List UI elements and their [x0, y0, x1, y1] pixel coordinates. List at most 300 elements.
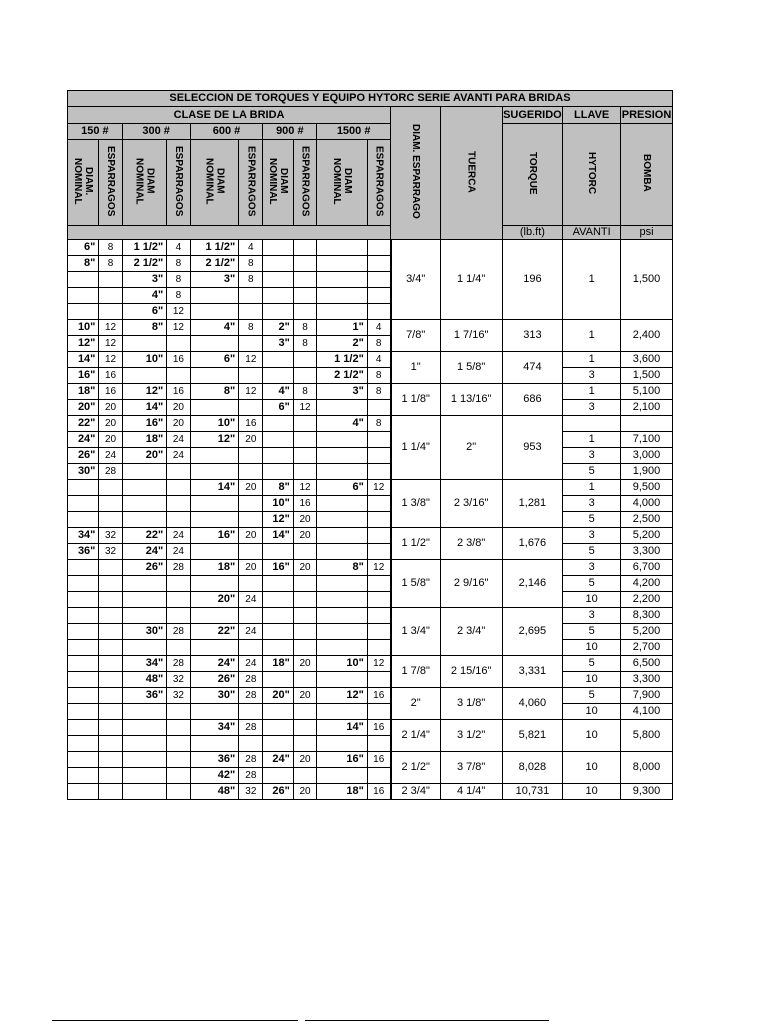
- llave-cell: 10: [563, 720, 621, 752]
- torque-cell: 1,676: [502, 528, 563, 560]
- diam-nominal-cell: [68, 736, 99, 752]
- esparragos-cell: [99, 768, 122, 784]
- esparragos-cell: 4: [367, 352, 390, 368]
- diam-nominal-cell: [317, 240, 368, 256]
- diam-nominal-cell: [190, 400, 239, 416]
- torque-cell: 953: [502, 416, 563, 480]
- diam-nominal-cell: 10": [68, 320, 99, 336]
- esparragos-cell: [99, 608, 122, 624]
- esparragos-cell: 32: [167, 672, 190, 688]
- diam-nominal-cell: [263, 288, 293, 304]
- diam-nominal-cell: [263, 576, 293, 592]
- esparragos-cell: 8: [167, 272, 190, 288]
- esparragos-cell: [99, 752, 122, 768]
- diam-nominal-cell: 24": [263, 752, 293, 768]
- diam-nominal-cell: [68, 576, 99, 592]
- esparragos-cell: [293, 768, 316, 784]
- diam-nominal-cell: [122, 368, 167, 384]
- header-diam-nominal-600: DIAM NOMINAL: [190, 140, 239, 226]
- diam-nominal-cell: 26": [122, 560, 167, 576]
- header-esparragos-300: ESPARRAGOS: [167, 140, 190, 226]
- llave-cell: 1: [563, 240, 621, 320]
- header-diam-nominal-300: DIAM NOMINAL: [122, 140, 167, 226]
- tuerca-cell: 2": [440, 416, 502, 480]
- table-row: [68, 592, 673, 608]
- presion-cell: 5,200: [621, 528, 673, 544]
- esparragos-cell: [99, 304, 122, 320]
- diam-nominal-cell: 34": [68, 528, 99, 544]
- diam-nominal-cell: 30": [190, 688, 239, 704]
- table-row: [68, 320, 673, 336]
- diam-nominal-cell: 26": [263, 784, 293, 800]
- esparragos-cell: 16: [99, 368, 122, 384]
- presion-cell: 2,500: [621, 512, 673, 528]
- esparragos-cell: [367, 448, 390, 464]
- diam-nominal-cell: [68, 688, 99, 704]
- esparragos-cell: [367, 256, 390, 272]
- esparragos-cell: 12: [99, 320, 122, 336]
- tuerca-cell: 2 3/4": [440, 608, 502, 656]
- diam-nominal-cell: [317, 288, 368, 304]
- torque-cell: 5,821: [502, 720, 563, 752]
- diam-nominal-cell: [190, 464, 239, 480]
- diam-esparrago-cell: 1 3/4": [391, 608, 441, 656]
- diam-esparrago-cell: 7/8": [391, 320, 441, 352]
- esparragos-cell: 28: [167, 656, 190, 672]
- esparragos-cell: 8: [239, 272, 263, 288]
- presion-cell: 9,300: [621, 784, 673, 800]
- table-row: [68, 384, 673, 400]
- esparragos-cell: [293, 416, 316, 432]
- esparragos-cell: [99, 576, 122, 592]
- llave-cell: 5: [563, 512, 621, 528]
- diam-nominal-cell: [263, 608, 293, 624]
- torque-cell: 1,281: [502, 480, 563, 528]
- diam-nominal-cell: [263, 640, 293, 656]
- diam-nominal-cell: 4": [317, 416, 368, 432]
- header-diam-nominal-1500: DIAM NOMINAL: [317, 140, 368, 226]
- diam-nominal-cell: [263, 448, 293, 464]
- diam-nominal-cell: [317, 736, 368, 752]
- torque-cell: 686: [502, 384, 563, 416]
- diam-esparrago-cell: 1 1/8": [391, 384, 441, 416]
- diam-nominal-cell: [317, 640, 368, 656]
- presion-cell: 2,200: [621, 592, 673, 608]
- header-diam-nominal-150: DIAM. NOMINAL: [68, 140, 99, 226]
- esparragos-cell: [167, 592, 190, 608]
- esparragos-cell: [167, 720, 190, 736]
- diam-nominal-cell: [317, 496, 368, 512]
- diam-nominal-cell: [263, 464, 293, 480]
- esparragos-cell: 8: [167, 288, 190, 304]
- llave-cell: 5: [563, 656, 621, 672]
- diam-nominal-cell: 3": [317, 384, 368, 400]
- table-row: [68, 544, 673, 560]
- esparragos-cell: 8: [239, 320, 263, 336]
- llave-cell: 3: [563, 528, 621, 544]
- diam-nominal-cell: 20": [190, 592, 239, 608]
- esparragos-cell: [167, 736, 190, 752]
- esparragos-cell: 24: [99, 448, 122, 464]
- esparragos-cell: 20: [293, 512, 316, 528]
- diam-nominal-cell: 8": [190, 384, 239, 400]
- llave-cell: 3: [563, 608, 621, 624]
- diam-nominal-cell: [68, 288, 99, 304]
- esparragos-cell: 32: [239, 784, 263, 800]
- esparragos-cell: 20: [167, 416, 190, 432]
- diam-nominal-cell: 12": [263, 512, 293, 528]
- diam-nominal-cell: 18": [122, 432, 167, 448]
- esparragos-cell: 16: [367, 784, 390, 800]
- llave-cell: 1: [563, 320, 621, 352]
- esparragos-cell: [239, 304, 263, 320]
- esparragos-cell: 8: [367, 416, 390, 432]
- llave-cell: 10: [563, 640, 621, 656]
- diam-esparrago-cell: 2 1/4": [391, 720, 441, 752]
- diam-nominal-cell: 3": [190, 272, 239, 288]
- esparragos-cell: 28: [239, 768, 263, 784]
- esparragos-cell: 12: [293, 480, 316, 496]
- tuerca-cell: 1 7/16": [440, 320, 502, 352]
- diam-nominal-cell: [68, 784, 99, 800]
- esparragos-cell: [367, 592, 390, 608]
- diam-nominal-cell: [263, 592, 293, 608]
- diam-nominal-cell: 4": [263, 384, 293, 400]
- diam-nominal-cell: 18": [68, 384, 99, 400]
- esparragos-cell: [99, 272, 122, 288]
- esparragos-cell: [367, 288, 390, 304]
- diam-nominal-cell: [263, 768, 293, 784]
- esparragos-cell: 28: [239, 688, 263, 704]
- diam-nominal-cell: [317, 624, 368, 640]
- diam-nominal-cell: 3": [263, 336, 293, 352]
- llave-cell: 3: [563, 400, 621, 416]
- esparragos-cell: [293, 288, 316, 304]
- esparragos-cell: 20: [239, 432, 263, 448]
- esparragos-cell: [167, 464, 190, 480]
- diam-nominal-cell: 36": [122, 688, 167, 704]
- presion-cell: 4,100: [621, 704, 673, 720]
- esparragos-cell: [367, 496, 390, 512]
- tuerca-cell: 2 15/16": [440, 656, 502, 688]
- diam-nominal-cell: 12": [317, 688, 368, 704]
- class-900: 900 #: [263, 124, 317, 140]
- table-row: [68, 416, 673, 432]
- esparragos-cell: 12: [239, 352, 263, 368]
- table-row: [68, 480, 673, 496]
- presion-cell: 3,600: [621, 352, 673, 368]
- presion-cell: 5,200: [621, 624, 673, 640]
- diam-nominal-cell: [190, 704, 239, 720]
- diam-nominal-cell: 36": [190, 752, 239, 768]
- llave-cell: 5: [563, 576, 621, 592]
- diam-nominal-cell: [68, 304, 99, 320]
- diam-nominal-cell: [263, 624, 293, 640]
- esparragos-cell: [167, 576, 190, 592]
- esparragos-cell: [167, 336, 190, 352]
- diam-nominal-cell: 1": [317, 320, 368, 336]
- diam-nominal-cell: [122, 512, 167, 528]
- diam-nominal-cell: [122, 592, 167, 608]
- esparragos-cell: [367, 272, 390, 288]
- presion-cell: 6,700: [621, 560, 673, 576]
- table-row: [68, 352, 673, 368]
- esparragos-cell: [99, 592, 122, 608]
- diam-nominal-cell: 6": [263, 400, 293, 416]
- diam-esparrago-cell: 1 5/8": [391, 560, 441, 608]
- esparragos-cell: 16: [367, 720, 390, 736]
- diam-nominal-cell: [68, 496, 99, 512]
- esparragos-cell: [239, 400, 263, 416]
- esparragos-cell: [367, 400, 390, 416]
- header-bomba: BOMBA: [621, 124, 673, 226]
- esparragos-cell: [99, 512, 122, 528]
- esparragos-cell: 20: [293, 560, 316, 576]
- esparragos-cell: [293, 736, 316, 752]
- presion-cell: 7,100: [621, 432, 673, 448]
- diam-nominal-cell: 22": [68, 416, 99, 432]
- table-row: [68, 240, 673, 256]
- table-row: [68, 784, 673, 800]
- presion-cell: 6,500: [621, 656, 673, 672]
- presion-cell: 2,700: [621, 640, 673, 656]
- diam-nominal-cell: 8": [122, 320, 167, 336]
- header-esparragos-1500: ESPARRAGOS: [367, 140, 390, 226]
- esparragos-cell: 8: [293, 384, 316, 400]
- torque-cell: 313: [502, 320, 563, 352]
- torque-cell: 10,731: [502, 784, 563, 800]
- diam-nominal-cell: [317, 464, 368, 480]
- diam-nominal-cell: [122, 720, 167, 736]
- diam-esparrago-cell: 1 3/8": [391, 480, 441, 528]
- esparragos-cell: [293, 624, 316, 640]
- diam-nominal-cell: [190, 336, 239, 352]
- esparragos-cell: 8: [367, 384, 390, 400]
- esparragos-cell: [99, 288, 122, 304]
- diam-nominal-cell: [263, 544, 293, 560]
- esparragos-cell: [167, 608, 190, 624]
- diam-nominal-cell: 20": [263, 688, 293, 704]
- esparragos-cell: 20: [293, 688, 316, 704]
- esparragos-cell: 24: [239, 592, 263, 608]
- diam-nominal-cell: [122, 640, 167, 656]
- table-row: [68, 640, 673, 656]
- diam-nominal-cell: 8": [263, 480, 293, 496]
- esparragos-cell: 32: [167, 688, 190, 704]
- esparragos-cell: [99, 704, 122, 720]
- diam-nominal-cell: [263, 736, 293, 752]
- diam-nominal-cell: 6": [317, 480, 368, 496]
- esparragos-cell: 12: [167, 304, 190, 320]
- esparragos-cell: 8: [367, 336, 390, 352]
- torque-cell: 3,331: [502, 656, 563, 688]
- diam-nominal-cell: [263, 240, 293, 256]
- diam-nominal-cell: 24": [68, 432, 99, 448]
- esparragos-cell: [293, 304, 316, 320]
- llave-cell: [563, 416, 621, 432]
- diam-nominal-cell: 24": [122, 544, 167, 560]
- esparragos-cell: 24: [167, 432, 190, 448]
- diam-nominal-cell: [122, 576, 167, 592]
- esparragos-cell: [367, 736, 390, 752]
- esparragos-cell: 8: [99, 256, 122, 272]
- esparragos-cell: [293, 672, 316, 688]
- esparragos-cell: [99, 624, 122, 640]
- diam-nominal-cell: 16": [263, 560, 293, 576]
- tuerca-cell: 1 13/16": [440, 384, 502, 416]
- diam-nominal-cell: [190, 288, 239, 304]
- esparragos-cell: 16: [367, 688, 390, 704]
- torque-cell: 8,028: [502, 752, 563, 784]
- esparragos-cell: [293, 432, 316, 448]
- diam-nominal-cell: [317, 576, 368, 592]
- esparragos-cell: 8: [99, 240, 122, 256]
- esparragos-cell: 16: [239, 416, 263, 432]
- esparragos-cell: 20: [239, 480, 263, 496]
- presion-cell: 1,500: [621, 240, 673, 320]
- table-row: [68, 608, 673, 624]
- esparragos-cell: [239, 448, 263, 464]
- esparragos-cell: 28: [99, 464, 122, 480]
- diam-esparrago-cell: 3/4": [391, 240, 441, 320]
- table-title: SELECCION DE TORQUES Y EQUIPO HYTORC SERIE AVANTI PARA BRIDAS: [68, 91, 673, 107]
- table-row: [68, 512, 673, 528]
- esparragos-cell: [99, 480, 122, 496]
- diam-nominal-cell: [122, 752, 167, 768]
- esparragos-cell: [367, 512, 390, 528]
- header-esparragos-600: ESPARRAGOS: [239, 140, 263, 226]
- diam-nominal-cell: [122, 704, 167, 720]
- esparragos-cell: [167, 480, 190, 496]
- diam-nominal-cell: [122, 480, 167, 496]
- torque-cell: 2,146: [502, 560, 563, 608]
- esparragos-cell: [167, 768, 190, 784]
- esparragos-cell: [99, 640, 122, 656]
- table-row: [68, 720, 673, 736]
- esparragos-cell: [99, 560, 122, 576]
- diam-nominal-cell: [190, 576, 239, 592]
- diam-nominal-cell: 48": [122, 672, 167, 688]
- header-torque: TORQUE: [502, 124, 563, 226]
- presion-cell: 3,300: [621, 672, 673, 688]
- diam-nominal-cell: 48": [190, 784, 239, 800]
- esparragos-cell: [239, 736, 263, 752]
- class-1500: 1500 #: [317, 124, 391, 140]
- esparragos-cell: 12: [367, 656, 390, 672]
- header-llave: LLAVE: [563, 107, 621, 124]
- diam-nominal-cell: [68, 704, 99, 720]
- esparragos-cell: 24: [239, 624, 263, 640]
- esparragos-cell: 4: [239, 240, 263, 256]
- diam-nominal-cell: 16": [317, 752, 368, 768]
- header-presion: PRESION: [621, 107, 673, 124]
- diam-nominal-cell: 10": [317, 656, 368, 672]
- esparragos-cell: 20: [293, 752, 316, 768]
- esparragos-cell: [293, 720, 316, 736]
- esparragos-cell: [99, 688, 122, 704]
- esparragos-cell: 20: [239, 560, 263, 576]
- diam-nominal-cell: [263, 272, 293, 288]
- diam-nominal-cell: [317, 544, 368, 560]
- esparragos-cell: 20: [293, 784, 316, 800]
- signature-line-left: [52, 1020, 298, 1021]
- torque-cell: 196: [502, 240, 563, 320]
- diam-nominal-cell: [263, 304, 293, 320]
- diam-nominal-cell: 10": [263, 496, 293, 512]
- diam-nominal-cell: [122, 496, 167, 512]
- llave-cell: 5: [563, 624, 621, 640]
- esparragos-cell: 16: [167, 352, 190, 368]
- presion-cell: 9,500: [621, 480, 673, 496]
- signature-line-right: [305, 1020, 549, 1021]
- diam-nominal-cell: 42": [190, 768, 239, 784]
- diam-nominal-cell: [190, 448, 239, 464]
- diam-nominal-cell: [68, 672, 99, 688]
- presion-cell: 4,000: [621, 496, 673, 512]
- tuerca-cell: 4 1/4": [440, 784, 502, 800]
- presion-cell: 3,000: [621, 448, 673, 464]
- esparragos-cell: [239, 368, 263, 384]
- esparragos-cell: [367, 464, 390, 480]
- llave-cell: 5: [563, 464, 621, 480]
- diam-nominal-cell: [122, 608, 167, 624]
- diam-nominal-cell: 14": [263, 528, 293, 544]
- diam-nominal-cell: [68, 752, 99, 768]
- esparragos-cell: [293, 256, 316, 272]
- esparragos-cell: [293, 448, 316, 464]
- diam-nominal-cell: [263, 704, 293, 720]
- header-tuerca: TUERCA: [440, 107, 502, 240]
- diam-esparrago-cell: 2 1/2": [391, 752, 441, 784]
- esparragos-cell: 16: [167, 384, 190, 400]
- esparragos-cell: 24: [167, 448, 190, 464]
- esparragos-cell: [239, 608, 263, 624]
- table-row: [68, 368, 673, 384]
- diam-nominal-cell: 8": [68, 256, 99, 272]
- diam-nominal-cell: [68, 480, 99, 496]
- llave-cell: 10: [563, 704, 621, 720]
- diam-nominal-cell: [68, 272, 99, 288]
- diam-nominal-cell: 1 1/2": [190, 240, 239, 256]
- esparragos-cell: [239, 288, 263, 304]
- esparragos-cell: 8: [367, 368, 390, 384]
- presion-cell: 2,400: [621, 320, 673, 352]
- diam-nominal-cell: 12": [122, 384, 167, 400]
- table-row: [68, 576, 673, 592]
- diam-nominal-cell: 30": [122, 624, 167, 640]
- esparragos-cell: [167, 784, 190, 800]
- esparragos-cell: 16: [367, 752, 390, 768]
- diam-esparrago-cell: 1": [391, 352, 441, 384]
- diam-esparrago-cell: 1 1/2": [391, 528, 441, 560]
- esparragos-cell: 12: [167, 320, 190, 336]
- llave-cell: 10: [563, 592, 621, 608]
- esparragos-cell: 12: [367, 480, 390, 496]
- diam-nominal-cell: [317, 608, 368, 624]
- diam-nominal-cell: [263, 672, 293, 688]
- table-body: [68, 240, 673, 800]
- esparragos-cell: [293, 608, 316, 624]
- presion-cell: 2,100: [621, 400, 673, 416]
- esparragos-cell: [367, 528, 390, 544]
- tuerca-cell: 3 1/2": [440, 720, 502, 752]
- esparragos-cell: [99, 736, 122, 752]
- presion-cell: 5,800: [621, 720, 673, 752]
- esparragos-cell: [239, 512, 263, 528]
- header-sugerido: SUGERIDO: [502, 107, 563, 124]
- diam-nominal-cell: [122, 736, 167, 752]
- esparragos-cell: [293, 240, 316, 256]
